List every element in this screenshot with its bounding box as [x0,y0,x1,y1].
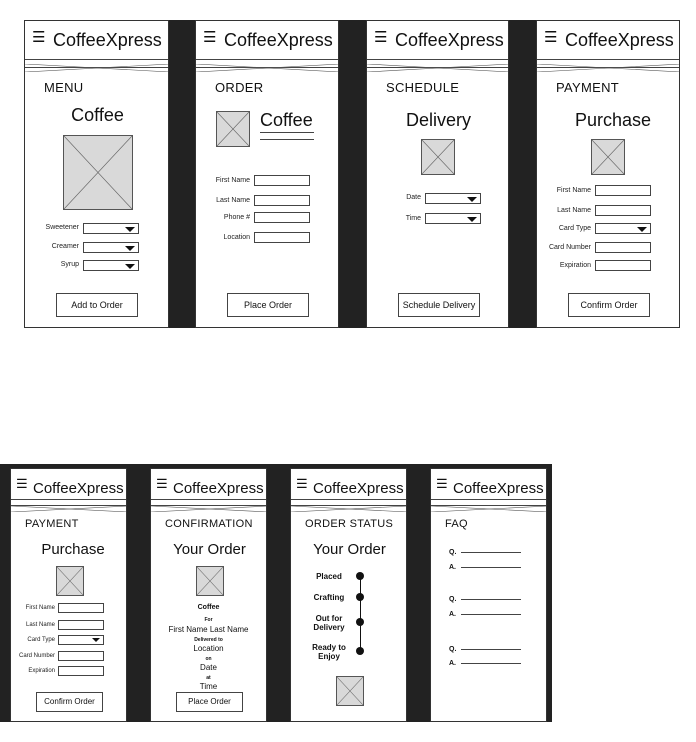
screen-payment [536,20,680,328]
status-dot [356,572,364,580]
status-step-label: Out for Delivery [313,614,345,632]
header-banner-placeholder [537,59,679,68]
screen-order-status [290,468,407,722]
chevron-down-icon [467,217,477,222]
chevron-down-icon [467,197,477,202]
last-name-label: Last Name [557,207,591,214]
faq-answer-line [461,567,521,568]
status-dot [356,593,364,601]
app-title: CoffeeXpress [173,480,264,497]
app-title: CoffeeXpress [53,30,162,50]
time-select[interactable] [425,213,481,224]
screen-heading: Delivery [405,110,471,130]
screen-heading: Your Order [173,541,246,558]
expiration-input[interactable] [595,260,651,271]
product-heading: Coffee [71,105,124,125]
app-header [196,21,338,60]
hamburger-menu-icon[interactable]: ☰ [296,476,308,491]
first-name-input[interactable] [254,175,310,186]
expiration-label: Expiration [28,668,55,674]
status-image-placeholder [336,676,364,706]
screen-menu [24,20,169,328]
section-label: ORDER [215,80,264,95]
schedule-delivery-button[interactable]: Schedule Delivery [398,293,480,317]
screen-order [195,20,339,328]
header-banner-placeholder [196,59,338,68]
status-step-label: Ready to Enjoy [312,643,346,661]
creamer-select[interactable] [83,242,139,253]
app-header [537,21,679,60]
on-text: on [205,656,212,662]
date-label: Date [406,194,421,201]
order-image-placeholder [196,566,224,596]
faq-question-line [461,552,521,553]
location-label: Location [223,234,250,241]
hamburger-menu-icon[interactable]: ☰ [436,476,448,491]
chevron-down-icon [125,227,135,232]
card-type-select[interactable] [595,223,651,234]
payment-image-placeholder [56,566,84,596]
expiration-input[interactable] [58,666,104,676]
header-banner-placeholder [367,59,508,68]
date-select[interactable] [425,193,481,204]
screen-schedule [366,20,509,328]
faq-question-label: Q. [449,646,457,653]
sweetener-label: Sweetener [45,224,79,231]
card-type-label: Card Type [27,637,55,643]
header-banner-placeholder [25,59,168,68]
card-type-label: Card Type [558,225,591,232]
header-banner-placeholder [151,499,266,506]
section-label: PAYMENT [556,80,620,95]
first-name-label: First Name [556,187,591,194]
hamburger-menu-icon[interactable]: ☰ [156,476,168,491]
first-name-input[interactable] [595,185,651,196]
screen-heading: Purchase [574,110,652,130]
faq-answer-line [461,614,521,615]
header-banner-placeholder [291,499,406,506]
place-order-button[interactable]: Place Order [176,692,243,712]
coffee-image-placeholder [63,135,133,210]
status-dot [356,647,364,655]
screen-confirmation [150,468,267,722]
sweetener-select[interactable] [83,223,139,234]
syrup-label: Syrup [60,261,79,268]
app-header [431,469,546,500]
card-number-label: Card Number [548,244,591,251]
app-title: CoffeeXpress [453,480,544,497]
card-type-select[interactable] [58,635,104,645]
status-step-label: Placed [316,572,342,581]
chevron-down-icon [125,246,135,251]
add-to-order-button[interactable]: Add to Order [56,293,138,317]
last-name-input[interactable] [595,205,651,216]
app-title: CoffeeXpress [565,30,674,50]
card-number-label: Card Number [18,653,55,659]
last-name-label: Last Name [25,622,55,628]
app-header [11,469,126,500]
first-name-label: First Name [215,177,250,184]
last-name-input[interactable] [58,620,104,630]
coffee-image-placeholder [216,111,250,147]
faq-question-line [461,649,521,650]
order-item: Coffee [197,604,220,611]
app-header [367,21,508,60]
header-banner-placeholder [11,499,126,506]
faq-question-line [461,599,521,600]
confirm-order-button[interactable]: Confirm Order [36,692,103,712]
app-title: CoffeeXpress [313,480,404,497]
expiration-label: Expiration [559,262,591,269]
hamburger-menu-icon[interactable]: ☰ [203,29,217,46]
faq-answer-label: A. [449,660,456,667]
chevron-down-icon [125,264,135,269]
screen-heading: Your Order [313,541,386,558]
app-header [151,469,266,500]
faq-answer-line [461,663,521,664]
syrup-select[interactable] [83,260,139,271]
screen-heading: Purchase [41,541,105,558]
section-label: MENU [44,80,84,95]
at-text: at [206,675,211,681]
status-dot [356,618,364,626]
creamer-label: Creamer [51,243,79,250]
chevron-down-icon [637,227,647,232]
customer-name: First Name Last Name [168,625,249,634]
status-step-label: Crafting [313,593,345,602]
app-title: CoffeeXpress [224,30,333,50]
product-heading: Coffee [260,110,313,130]
description-line [260,132,314,133]
faq-question-label: Q. [449,596,457,603]
payment-image-placeholder [591,139,625,175]
card-number-input[interactable] [58,651,104,661]
section-label: SCHEDULE [386,80,460,95]
confirm-order-button[interactable]: Confirm Order [568,293,650,317]
first-name-input[interactable] [58,603,104,613]
app-header [291,469,406,500]
section-label: FAQ [445,518,468,530]
app-title: CoffeeXpress [395,30,504,50]
time-label: Time [405,215,421,222]
for-text: For [204,617,213,623]
screen-faq [430,468,547,722]
first-name-label: First Name [25,605,55,611]
delivery-time: Time [199,682,218,691]
app-title: CoffeeXpress [33,480,124,497]
hamburger-menu-icon[interactable]: ☰ [544,29,558,46]
delivery-image-placeholder [421,139,455,175]
description-line [260,139,314,140]
faq-question-label: Q. [449,549,457,556]
card-number-input[interactable] [595,242,651,253]
hamburger-menu-icon[interactable]: ☰ [16,476,28,491]
chevron-down-icon [92,638,100,642]
status-timeline-line [360,576,361,652]
section-label: CONFIRMATION [165,518,253,530]
place-order-button[interactable]: Place Order [227,293,309,317]
last-name-input[interactable] [254,195,310,206]
screen-payment [10,468,127,722]
delivery-location: Location [193,644,224,653]
section-label: PAYMENT [25,518,79,530]
hamburger-menu-icon[interactable]: ☰ [374,29,388,46]
section-label: ORDER STATUS [305,518,394,530]
delivered-to-text: Delivered to [194,637,223,643]
faq-answer-label: A. [449,564,456,571]
phone-input[interactable] [254,212,310,223]
location-input[interactable] [254,232,310,243]
app-header [25,21,168,60]
last-name-label: Last Name [216,197,250,204]
phone-label: Phone # [223,214,250,221]
hamburger-menu-icon[interactable]: ☰ [32,29,46,46]
header-banner-placeholder [431,499,546,506]
delivery-date: Date [200,663,217,672]
faq-answer-label: A. [449,611,456,618]
